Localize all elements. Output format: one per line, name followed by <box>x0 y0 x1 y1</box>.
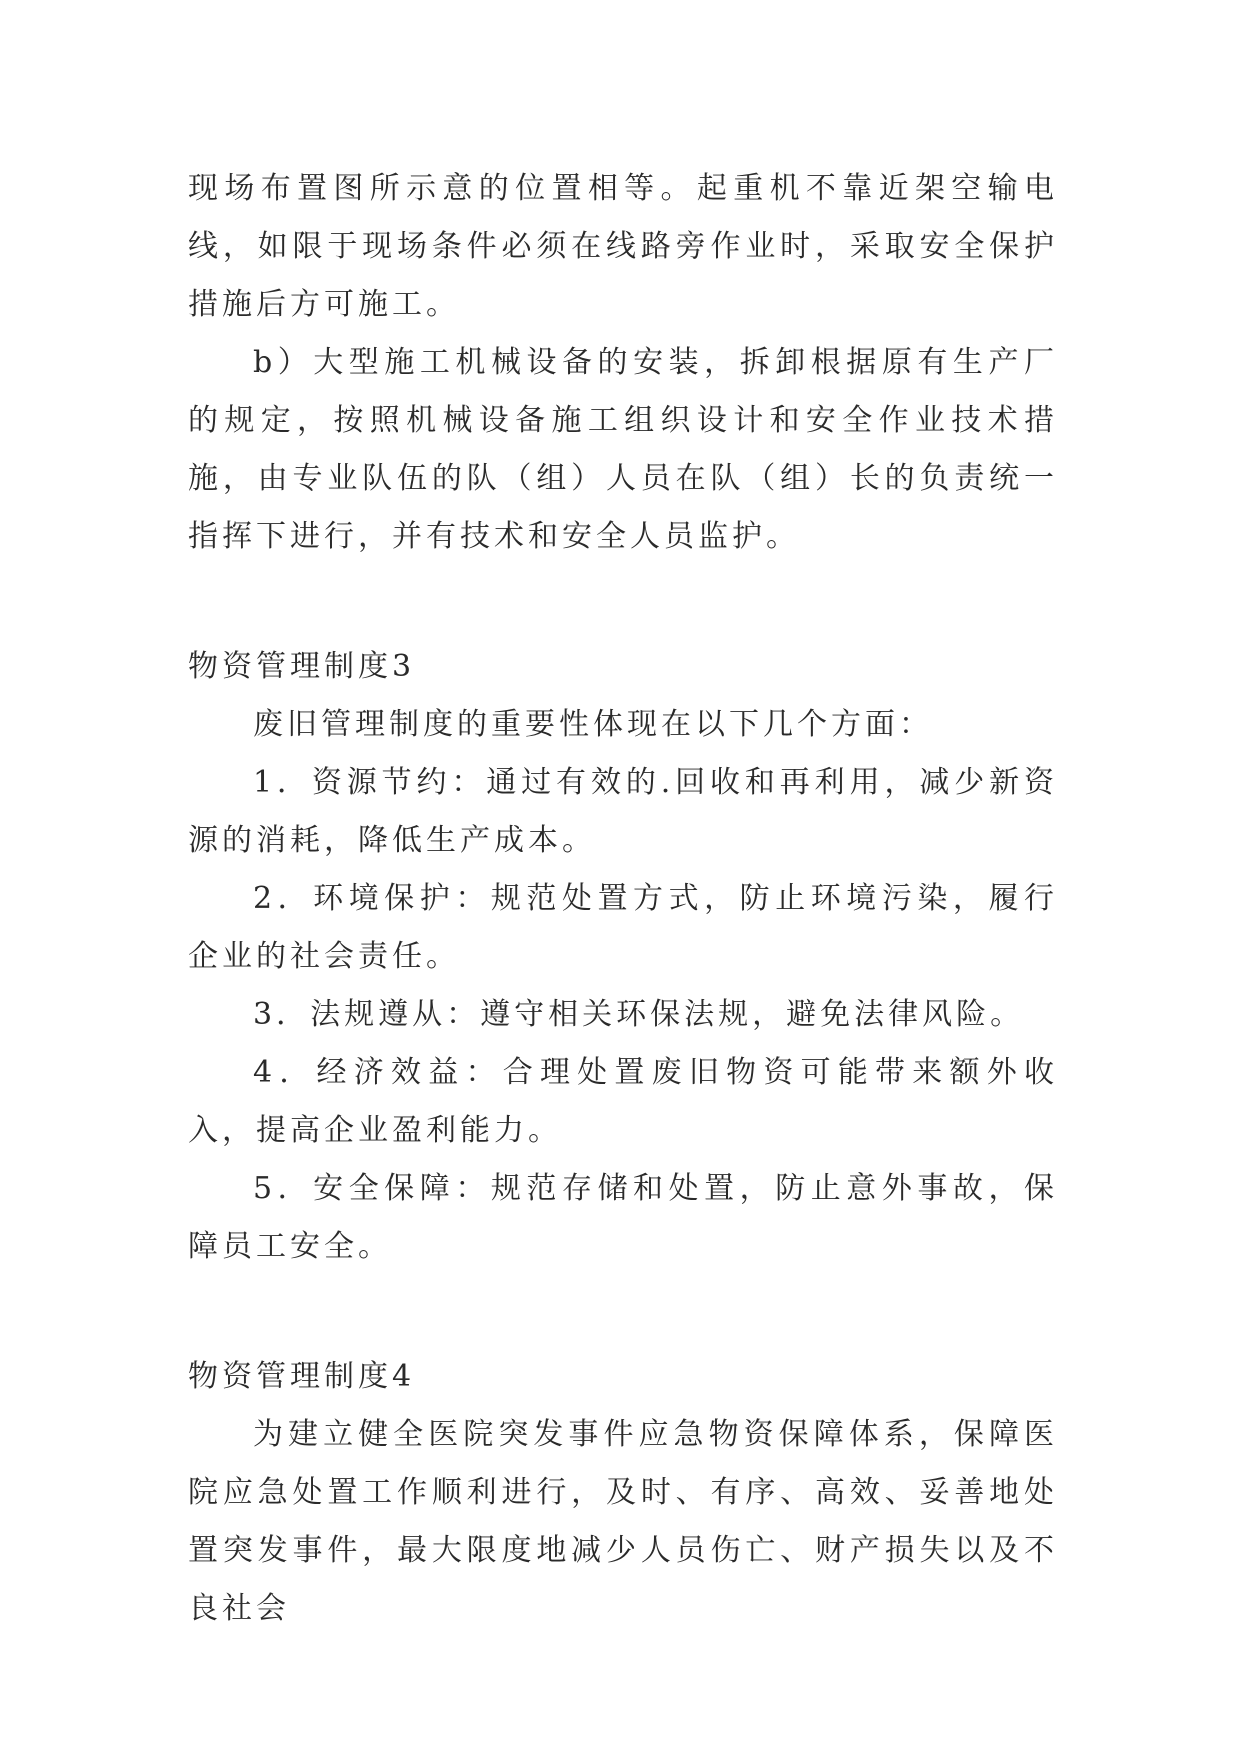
list-item: 4．经济效益：合理处置废旧物资可能带来额外收入，提高企业盈利能力。 <box>188 1055 1058 1148</box>
list-item: 5．安全保障：规范存储和处置，防止意外事故，保障员工安全。 <box>188 1171 1058 1264</box>
section-top <box>188 160 1058 566</box>
section-gap <box>188 566 1058 638</box>
document-body <box>188 160 1058 1638</box>
section-3-intro: 废旧管理制度的重要性体现在以下几个方面： <box>253 707 933 742</box>
paragraph-equipment-installation: b）大型施工机械设备的安装，拆卸根据原有生产厂的规定，按照机械设备施工组织设计和安全作业技术措施，由专业队伍的队（组）人员在队（组）长的负责统一指挥下进行，并有技术和安全人员监护。 <box>188 345 1058 554</box>
list-item: 3．法规遵从：遵守相关环保法规，避免法律风险。 <box>253 997 1025 1032</box>
section-4-title: 物资管理制度4 <box>188 1359 416 1394</box>
section-3-title: 物资管理制度3 <box>188 649 416 684</box>
section-3 <box>188 638 1058 1276</box>
section-4 <box>188 1348 1058 1638</box>
section-4-paragraph: 为建立健全医院突发事件应急物资保障体系，保障医院应急处置工作顺利进行，及时、有序、高效、妥善地处置突发事件，最大限度地减少人员伤亡、财产损失以及不良社会 <box>188 1417 1058 1626</box>
list-item: 2．环境保护：规范处置方式，防止环境污染，履行企业的社会责任。 <box>188 881 1058 974</box>
list-item: 1．资源节约：通过有效的.回收和再利用，减少新资源的消耗，降低生产成本。 <box>188 765 1058 858</box>
paragraph-crane-placement: 现场布置图所示意的位置相等。起重机不靠近架空输电线，如限于现场条件必须在线路旁作业时，采取安全保护措施后方可施工。 <box>188 171 1058 322</box>
section-gap <box>188 1276 1058 1348</box>
